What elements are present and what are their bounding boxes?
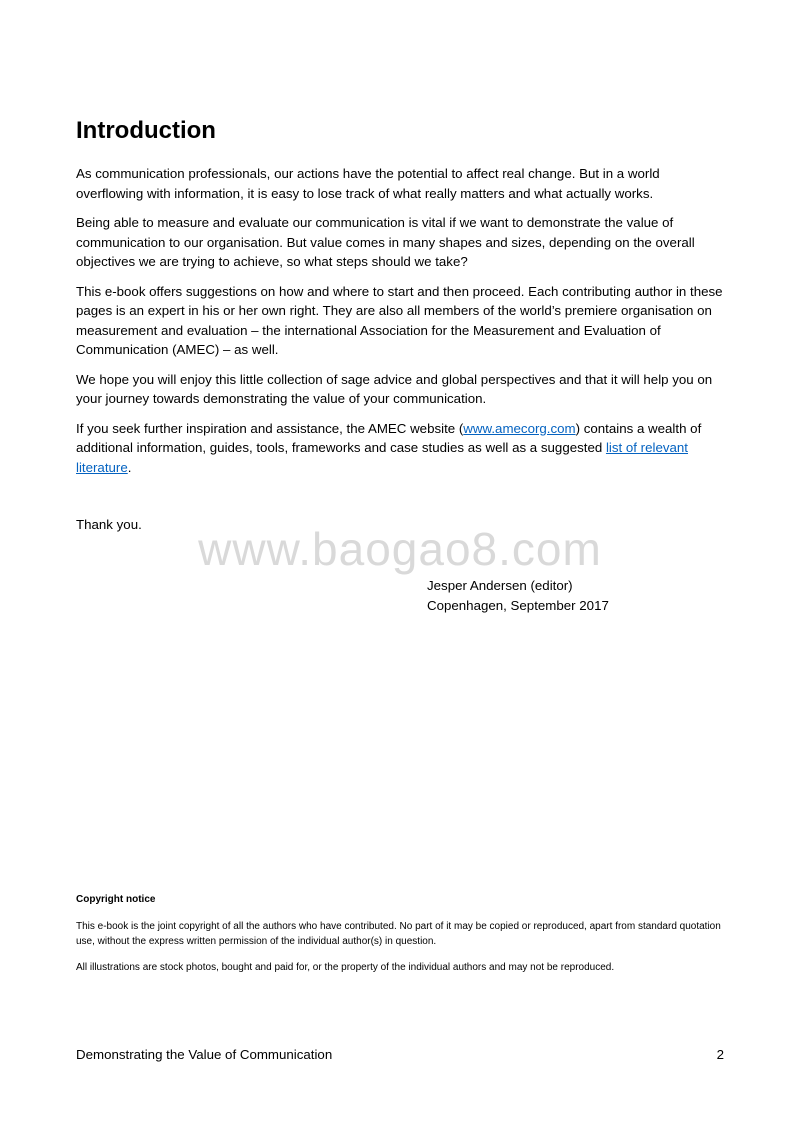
paragraph-1: As communication professionals, our actions have the potential to affect real change. But in a world overflowing with information, it is easy to lose track of what really matters and what actually works. [76,166,660,201]
paragraph-5-text-start: If you seek further inspiration and assistance, the AMEC website ( [76,420,464,436]
copyright-heading: Copyright notice [76,894,156,905]
main-content [76,112,724,532]
page-title: Introduction [76,117,216,144]
page-number: 2 [716,1047,724,1062]
literature-list-link[interactable]: list of relevant literature [76,440,688,475]
page-footer [76,1047,724,1062]
watermark: www.baogao8.com [198,523,602,575]
place-date: Copenhagen, September 2017 [427,598,609,613]
copyright-text-1: This e-book is the joint copyright of all the authors who have contributed. No part of it may be copied or reproduced, apart from standard quotation use, without the express written permission of the individual author(s) in question. [76,920,721,947]
signature-block [427,576,609,616]
paragraph-5-text-end: . [127,459,132,475]
footer-title: Demonstrating the Value of Communication [76,1047,333,1062]
paragraph-3: This e-book offers suggestions on how and where to start and then proceed. Each contributing author in these pages is an expert in his or her own right. They are also all members of the world’s premiere organisation on measurement and evaluation – the international Association for the Measurement and Evaluation of Communication (AMEC) – as well. [76,283,723,357]
copyright-text-2: All illustrations are stock photos, bought and paid for, or the property of the individual authors and may not be reproduced. [76,961,615,973]
editor-name: Jesper Andersen (editor) [427,578,573,593]
paragraph-5-text-middle: ) contains a wealth of additional information, guides, tools, frameworks and case studies as well as a suggested [76,420,702,455]
thank-you-text: Thank you. [76,517,142,532]
paragraph-4: We hope you will enjoy this little collection of sage advice and global perspectives and that it will help you on your journey towards demonstrating the value of your communication. [76,371,713,406]
paragraph-2: Being able to measure and evaluate our communication is vital if we want to demonstrate the value of communication to our organisation. But value comes in many shapes and sizes, depending on the overall objectives we are trying to achieve, so what steps should we take? [76,215,695,269]
copyright-notice [76,892,724,985]
amec-website-link[interactable]: www.amecorg.com [463,420,576,436]
paragraph-5 [76,419,724,478]
